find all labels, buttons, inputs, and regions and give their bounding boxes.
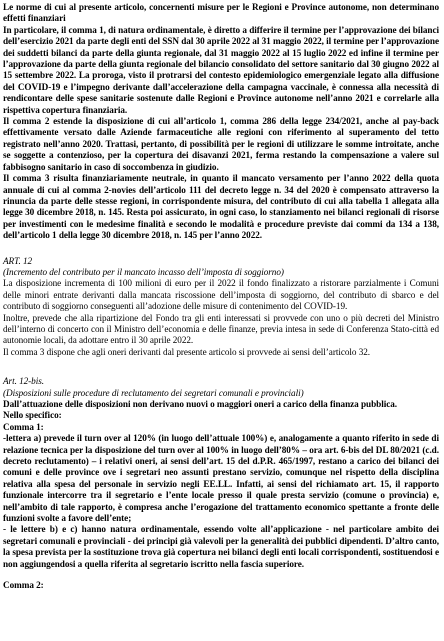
article-number: ART. 12 <box>3 255 33 266</box>
paragraph: Il comma 2 estende la disposizione di cui all’articolo 1, comma 286 della legge 234/2021, anche al pay-back effettivamente versato dalle Aziende farmaceutiche alle regioni con riferimento al superamento del tetto registrato nell’anno 2020. Trattasi, pertanto, di possibilità per le regioni di utilizzare le somme introitate, anche se soggette a contenzioso, per la copertura dei disavanzi 2021, ferma restando la compensazione a valere sul fabbisogno sanitario in caso di soccombenza in giudizio. <box>3 116 439 172</box>
article-title: (Disposizioni sulle procedure di reclutamento dei segretari comunali e provinciali) <box>3 387 304 398</box>
document-page <box>3 2 439 592</box>
paragraph: La disposizione incrementa di 100 milioni di euro per il 2022 il fondo finalizzato a ristorare parzialmente i Comuni delle minori entrate derivanti dalla mancata riscossione dell’imposta di soggiorno, del contributo di sbarco e del contributo di soggiorno conseguenti all’adozione delle misure di contenimento del COVID-19. <box>3 278 439 312</box>
comma-heading: Comma 1: <box>3 421 44 432</box>
paragraph: - le lettere b) e c) hanno natura ordinamentale, essendo volte all’applicazione - nel particolare ambito dei segretari comunali e provinciali - dei principi già valevoli per la generalità dei pubblici dipendenti. D’altro canto, la spesa prevista per la sostituzione trova già copertura nei bilanci degli enti locali corrispondenti, sostituendosi e non aggiungendosi a quella riferita al segretario iscritto nella fascia superiore. <box>3 524 439 569</box>
paragraph: In particolare, il comma 1, di natura ordinamentale, è diretto a differire il termine per l’approvazione dei bilanci dell’esercizio 2021 da parte degli enti del SSN dal 30 aprile 2022 al 31 maggio 2022, il termine per l’approvazione dei suddetti bilanci da parte della giunta regionale, dal 31 maggio 2022 al 15 luglio 2022 ed infine il termine per l’approvazione da parte della giunta regionale del bilancio consolidato del settore sanitario dal 30 giugno 2022 al 15 settembre 2022. La proroga, visto il protrarsi del contesto epidemiologico emergenziale legato alla diffusione del COVID-19 e l’impegno derivante dall’accelerazione della campagna vaccinale, è connessa alla necessità di rendicontare delle spese sanitarie sostenute dalle Regioni e Province autonome nell’anno 2021 e correlarle alla rispettiva copertura finanziaria. <box>3 24 439 115</box>
paragraph: Il comma 3 risulta finanziariamente neutrale, in quanto il mancato versamento per l’anno 2022 della quota annuale di cui al comma 2-novies dell’articolo 111 del decreto legge n. 34 del 2020 è compensato attraverso la rinuncia da parte delle stesse regioni, in corrispondente misura, del contributo di cui alla tabella 1 allegata alla legge 30 dicembre 2018, n. 145. Resta poi assicurato, in ogni caso, lo stanziamento nei bilanci regionali di risorse per investimenti con le medesime finalità e secondo le modalità e procedure previste dai commi da 134 a 138, dell’articolo 1 della legge 30 dicembre 2018, n. 145 per l’anno 2022. <box>3 173 439 241</box>
paragraph: -lettera a) prevede il turn over al 120% (in luogo dell’attuale 100%) e, analogamente a quanto riferito in sede di relazione tecnica per la disposizione del turn over al 100% in luogo dell’80% – ora art. 6-bis del DL 80/2021 (c.d. decreto reclutamento) – i relativi oneri, ai sensi dell’art. 15 del d.P.R. 465/1997, restano a carico dei bilanci dei comuni e delle province ove i segretari neo assunti prestano servizio, comunque nel rispetto della disciplina relativa alla spesa del personale in servizio negli EE.LL. Infatti, ai sensi del richiamato art. 15, il rapporto funzionale intercorre tra il segretario e l’ente locale presso il quale presta servizio (comune o provincia) e, nell’ambito di tale rapporto, è compresa anche l’erogazione del trattamento economico spettante a fronte delle funzioni svolte a favore dell’ente; <box>3 433 439 524</box>
paragraph: Il comma 3 dispone che agli oneri derivanti dal presente articolo si provvede ai sensi dell’articolo 32. <box>3 346 371 357</box>
article-number: Art. 12-bis. <box>3 376 44 387</box>
section-regioni <box>3 2 439 242</box>
comma-heading: Comma 2: <box>3 580 44 591</box>
paragraph: Dall’attuazione delle disposizioni non derivano nuovi o maggiori oneri a carico della finanza pubblica. <box>3 399 398 409</box>
paragraph: Nello specifico: <box>3 410 62 421</box>
article-title: (Incremento del contributo per il mancato incasso dell’imposta di soggiorno) <box>3 266 284 277</box>
paragraph: Inoltre, prevede che alla ripartizione del Fondo tra gli enti interessati si provvede con uno o più decreti del Ministro dell’interno di concerto con il Ministro dell’economia e delle finanze, previa intesa in sede di Conferenza Stato-città ed autonomie locali, da adottare entro il 30 aprile 2022. <box>3 312 439 346</box>
section-art-12-bis <box>3 376 439 591</box>
section-art-12 <box>3 256 439 359</box>
paragraph: Le norme di cui al presente articolo, concernenti misure per le Regioni e Province autonome, non determinano effetti finanziari <box>3 2 439 24</box>
